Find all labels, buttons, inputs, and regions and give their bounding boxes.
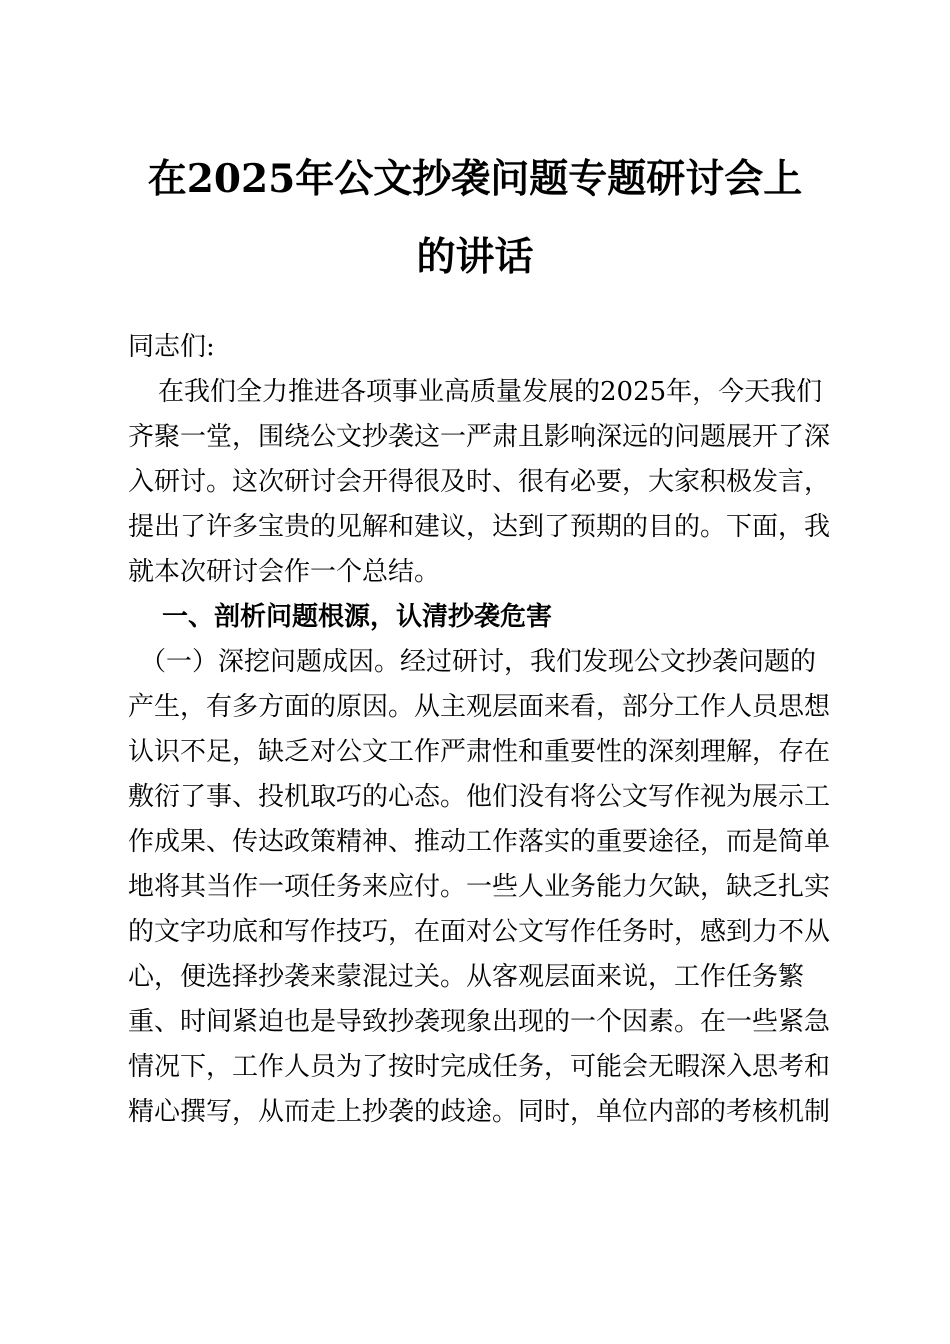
title-line-2: 的讲话 — [416, 234, 534, 280]
text-line: 的文字功底和写作技巧，在面对公文写作任务时，感到力不从 — [128, 917, 831, 947]
salutation: 同志们: — [128, 332, 215, 362]
text-line: 认识不足，缺乏对公文工作严肃性和重要性的深刻理解，存在 — [128, 737, 831, 767]
text-line: 提出了许多宝贵的见解和建议，达到了预期的目的。下面，我 — [128, 512, 831, 542]
text-line: 心，便选择抄袭来蒙混过关。从客观层面来说，工作任务繁 — [128, 962, 805, 992]
section-heading: 一、剖析问题根源，认清抄袭危害 — [162, 602, 553, 632]
document-body — [128, 325, 831, 1135]
title-line-1: 在2025年公文抄袭问题专题研讨会上 — [147, 156, 803, 202]
body-text — [128, 370, 831, 1135]
text-line: 齐聚一堂，围绕公文抄袭这一严肃且影响深远的问题展开了深 — [128, 422, 831, 452]
text-line: （一）深挖问题成因。经过研讨，我们发现公文抄袭问题的 — [140, 647, 817, 677]
document-title — [100, 140, 850, 296]
text-line: 重、时间紧迫也是导致抄袭现象出现的一个因素。在一些紧急 — [128, 1007, 831, 1037]
text-line: 入研讨。这次研讨会开得很及时、很有必要，大家积极发言， — [128, 467, 831, 497]
text-line: 作成果、传达政策精神、推动工作落实的重要途径，而是简单 — [128, 827, 831, 857]
text-line: 就本次研讨会作一个总结。 — [128, 557, 441, 587]
text-line: 情况下，工作人员为了按时完成任务，可能会无暇深入思考和 — [128, 1052, 831, 1082]
text-line: 地将其当作一项任务来应付。一些人业务能力欠缺，缺乏扎实 — [128, 872, 831, 902]
text-line: 精心撰写，从而走上抄袭的歧途。同时，单位内部的考核机制 — [128, 1097, 831, 1127]
text-line: 产生，有多方面的原因。从主观层面来看，部分工作人员思想 — [128, 692, 831, 722]
text-line: 敷衍了事、投机取巧的心态。他们没有将公文写作视为展示工 — [128, 782, 831, 812]
text-line: 在我们全力推进各项事业高质量发展的2025年，今天我们 — [158, 377, 823, 407]
